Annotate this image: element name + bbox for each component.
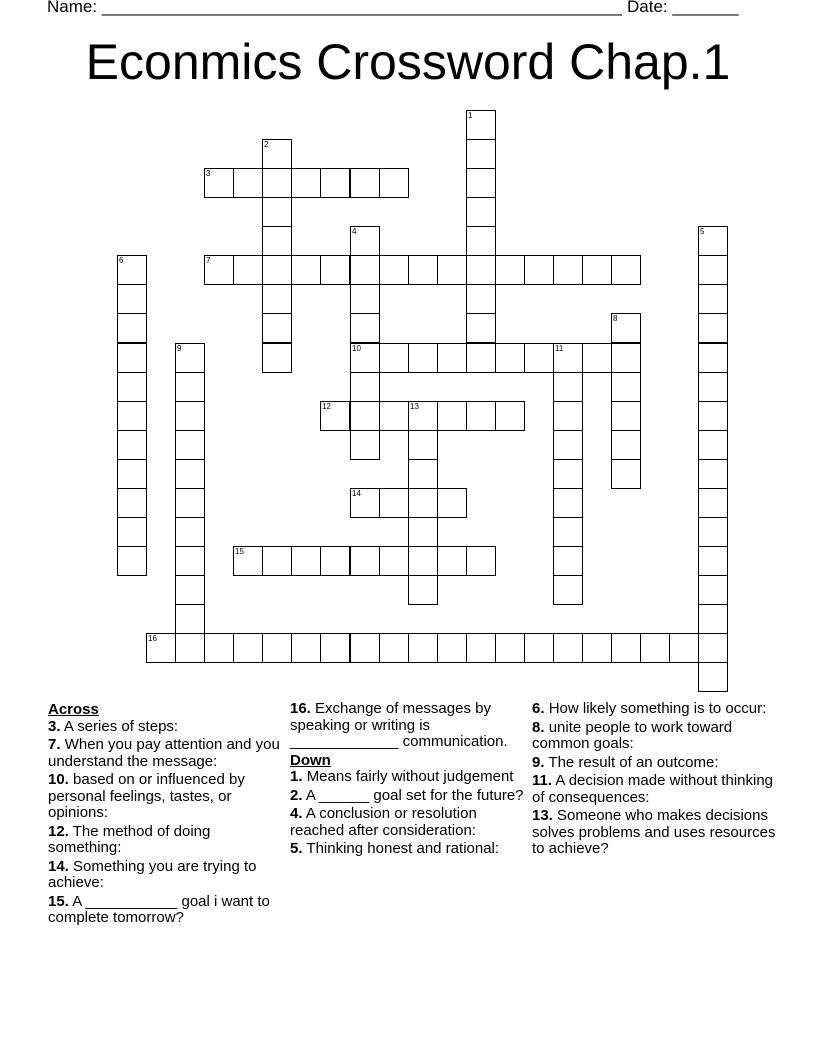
grid-cell[interactable] bbox=[350, 488, 380, 518]
grid-cell[interactable] bbox=[698, 255, 728, 285]
grid-cell[interactable] bbox=[117, 343, 147, 373]
grid-cell[interactable] bbox=[466, 633, 496, 663]
grid-cell[interactable] bbox=[379, 343, 409, 373]
across-clue bbox=[48, 719, 284, 736]
grid-cell[interactable] bbox=[495, 255, 525, 285]
clue-text: How likely something is to occur: bbox=[548, 700, 767, 717]
across-clue bbox=[48, 894, 284, 927]
grid-cell[interactable] bbox=[698, 517, 728, 547]
clue-text: Exchange of messages by speaking or writing is _____________ communication. bbox=[290, 700, 508, 750]
grid-cell[interactable] bbox=[262, 546, 292, 576]
clue-number: 10. bbox=[48, 771, 69, 788]
clues-column-2 bbox=[290, 701, 526, 860]
clue-text: Someone who makes decisions solves problems and uses resources to achieve? bbox=[532, 807, 776, 857]
clue-number: 5. bbox=[290, 840, 303, 857]
grid-cell[interactable] bbox=[553, 372, 583, 402]
grid-cell[interactable] bbox=[669, 633, 699, 663]
grid-cell[interactable] bbox=[466, 110, 496, 140]
grid-cell[interactable] bbox=[466, 197, 496, 227]
cell-number: 12 bbox=[322, 402, 331, 411]
down-clue bbox=[532, 720, 782, 753]
grid-cell[interactable] bbox=[204, 633, 234, 663]
grid-cell[interactable] bbox=[408, 401, 438, 431]
grid-cell[interactable] bbox=[437, 401, 467, 431]
grid-cell[interactable] bbox=[698, 459, 728, 489]
grid-cell[interactable] bbox=[379, 488, 409, 518]
grid-cell[interactable] bbox=[698, 633, 728, 663]
grid-cell[interactable] bbox=[320, 633, 350, 663]
clue-number: 9. bbox=[532, 753, 545, 771]
grid-cell[interactable] bbox=[262, 284, 292, 314]
grid-cell[interactable] bbox=[611, 343, 641, 373]
grid-cell[interactable] bbox=[320, 401, 350, 431]
grid-cell[interactable] bbox=[379, 633, 409, 663]
grid-cell[interactable] bbox=[437, 488, 467, 518]
down-clue bbox=[290, 788, 526, 805]
grid-cell[interactable] bbox=[408, 546, 438, 576]
grid-cell[interactable] bbox=[175, 546, 205, 576]
grid-cell[interactable] bbox=[408, 517, 438, 547]
grid-cell[interactable] bbox=[698, 284, 728, 314]
grid-cell[interactable] bbox=[350, 633, 380, 663]
grid-cell[interactable] bbox=[175, 633, 205, 663]
grid-cell[interactable] bbox=[553, 255, 583, 285]
grid-cell[interactable] bbox=[117, 255, 147, 285]
date-field[interactable]: Date: _______ bbox=[627, 0, 739, 16]
clue-text: A ___________ goal i want to complete tomorrow? bbox=[48, 892, 270, 926]
clue-text: A series of steps: bbox=[63, 717, 179, 735]
grid-cell[interactable] bbox=[408, 255, 438, 285]
grid-cell[interactable] bbox=[408, 430, 438, 460]
cell-number: 8 bbox=[613, 314, 618, 323]
grid-cell[interactable] bbox=[437, 546, 467, 576]
grid-cell[interactable] bbox=[437, 633, 467, 663]
grid-cell[interactable] bbox=[379, 168, 409, 198]
page-title: Econmics Crossword Chap.1 bbox=[85, 34, 731, 90]
grid-cell[interactable] bbox=[466, 313, 496, 343]
grid-cell[interactable] bbox=[262, 255, 292, 285]
grid-cell[interactable] bbox=[175, 430, 205, 460]
grid-cell[interactable] bbox=[233, 255, 263, 285]
grid-cell[interactable] bbox=[698, 546, 728, 576]
grid-cell[interactable] bbox=[466, 255, 496, 285]
clue-text: A ______ goal set for the future? bbox=[305, 786, 524, 804]
grid-cell[interactable] bbox=[698, 226, 728, 256]
grid-cell[interactable] bbox=[204, 168, 234, 198]
grid-cell[interactable] bbox=[262, 139, 292, 169]
grid-cell[interactable] bbox=[698, 662, 728, 692]
grid-cell[interactable] bbox=[117, 372, 147, 402]
clue-number: 15. bbox=[48, 892, 69, 910]
clue-text: When you pay attention and you understand the message: bbox=[48, 736, 280, 770]
grid-cell[interactable] bbox=[262, 168, 292, 198]
clue-text: Means fairly without judgement bbox=[306, 768, 514, 785]
grid-cell[interactable] bbox=[524, 343, 554, 373]
grid-cell[interactable] bbox=[524, 255, 554, 285]
grid-cell[interactable] bbox=[698, 575, 728, 605]
grid-cell[interactable] bbox=[553, 459, 583, 489]
grid-cell[interactable] bbox=[262, 226, 292, 256]
grid-cell[interactable] bbox=[117, 284, 147, 314]
grid-cell[interactable] bbox=[233, 546, 263, 576]
clues-column-1 bbox=[48, 701, 284, 929]
grid-cell[interactable] bbox=[175, 575, 205, 605]
cell-number: 11 bbox=[555, 344, 564, 353]
cell-number: 15 bbox=[235, 547, 244, 556]
grid-cell[interactable] bbox=[408, 488, 438, 518]
grid-cell[interactable] bbox=[350, 313, 380, 343]
cell-number: 10 bbox=[352, 344, 361, 353]
grid-cell[interactable] bbox=[350, 226, 380, 256]
grid-cell[interactable] bbox=[262, 633, 292, 663]
grid-cell[interactable] bbox=[466, 401, 496, 431]
grid-cell[interactable] bbox=[291, 546, 321, 576]
grid-cell[interactable] bbox=[698, 372, 728, 402]
grid-cell[interactable] bbox=[350, 284, 380, 314]
grid-cell[interactable] bbox=[175, 343, 205, 373]
grid-cell[interactable] bbox=[408, 459, 438, 489]
cell-number: 2 bbox=[264, 140, 269, 149]
grid-cell[interactable] bbox=[698, 488, 728, 518]
clue-number: 1. bbox=[290, 768, 303, 785]
grid-cell[interactable] bbox=[611, 430, 641, 460]
grid-cell[interactable] bbox=[466, 226, 496, 256]
down-clue bbox=[532, 773, 782, 806]
grid-cell[interactable] bbox=[466, 139, 496, 169]
clue-text: Something you are trying to achieve: bbox=[48, 857, 257, 891]
down-heading: Down bbox=[290, 751, 331, 769]
grid-cell[interactable] bbox=[698, 401, 728, 431]
grid-cell[interactable] bbox=[117, 546, 147, 576]
clue-number: 14. bbox=[48, 857, 69, 875]
across-clue bbox=[48, 737, 284, 770]
clue-number: 6. bbox=[532, 700, 545, 717]
cell-number: 14 bbox=[352, 489, 361, 498]
clue-number: 3. bbox=[48, 717, 61, 735]
clue-number: 7. bbox=[48, 736, 61, 753]
grid-cell[interactable] bbox=[350, 168, 380, 198]
clue-text: The method of doing something: bbox=[48, 822, 211, 856]
grid-cell[interactable] bbox=[611, 313, 641, 343]
grid-cell[interactable] bbox=[350, 401, 380, 431]
grid-cell[interactable] bbox=[582, 633, 612, 663]
grid-cell[interactable] bbox=[466, 546, 496, 576]
clue-number: 13. bbox=[532, 807, 553, 824]
grid-cell[interactable] bbox=[466, 343, 496, 373]
grid-cell[interactable] bbox=[437, 343, 467, 373]
grid-cell[interactable] bbox=[553, 546, 583, 576]
grid-cell[interactable] bbox=[204, 255, 234, 285]
grid-cell[interactable] bbox=[350, 546, 380, 576]
grid-cell[interactable] bbox=[350, 343, 380, 373]
clue-number: 11. bbox=[532, 772, 553, 789]
grid-cell[interactable] bbox=[466, 168, 496, 198]
grid-cell[interactable] bbox=[611, 633, 641, 663]
grid-cell[interactable] bbox=[117, 517, 147, 547]
grid-cell[interactable] bbox=[350, 372, 380, 402]
grid-cell[interactable] bbox=[611, 459, 641, 489]
clues-column-3 bbox=[532, 701, 782, 860]
grid-cell[interactable] bbox=[320, 168, 350, 198]
grid-cell[interactable] bbox=[611, 372, 641, 402]
name-field[interactable]: Name: _______________________________________________________ bbox=[47, 0, 622, 16]
grid-cell[interactable] bbox=[320, 546, 350, 576]
grid-cell[interactable] bbox=[175, 517, 205, 547]
clue-number: 4. bbox=[290, 805, 303, 822]
grid-cell[interactable] bbox=[466, 284, 496, 314]
grid-cell[interactable] bbox=[233, 633, 263, 663]
cell-number: 4 bbox=[352, 227, 357, 236]
grid-cell[interactable] bbox=[350, 430, 380, 460]
clue-text: A decision made without thinking of consequences: bbox=[532, 772, 774, 806]
clue-text: Thinking honest and rational: bbox=[306, 840, 500, 857]
grid-cell[interactable] bbox=[175, 604, 205, 634]
across-clue bbox=[48, 859, 284, 892]
grid-cell[interactable] bbox=[553, 430, 583, 460]
grid-cell[interactable] bbox=[611, 401, 641, 431]
grid-cell[interactable] bbox=[495, 343, 525, 373]
grid-cell[interactable] bbox=[262, 313, 292, 343]
clue-text: A conclusion or resolution reached after consideration: bbox=[290, 805, 477, 839]
grid-cell[interactable] bbox=[350, 255, 380, 285]
grid-cell[interactable] bbox=[408, 575, 438, 605]
cell-number: 5 bbox=[700, 227, 705, 236]
down-clue bbox=[290, 841, 526, 858]
grid-cell[interactable] bbox=[611, 255, 641, 285]
cell-number: 9 bbox=[177, 344, 182, 353]
grid-cell[interactable] bbox=[379, 546, 409, 576]
grid-cell[interactable] bbox=[379, 255, 409, 285]
clue-number: 12. bbox=[48, 822, 69, 840]
across-clue bbox=[290, 701, 526, 751]
cell-number: 16 bbox=[148, 634, 157, 643]
cell-number: 13 bbox=[410, 402, 419, 411]
grid-cell[interactable] bbox=[582, 343, 612, 373]
clue-text: based on or influenced by personal feelings, tastes, or opinions: bbox=[48, 771, 245, 821]
grid-cell[interactable] bbox=[495, 401, 525, 431]
grid-cell[interactable] bbox=[553, 517, 583, 547]
grid-cell[interactable] bbox=[117, 459, 147, 489]
grid-cell[interactable] bbox=[291, 168, 321, 198]
grid-cell[interactable] bbox=[117, 401, 147, 431]
down-clue bbox=[532, 808, 782, 858]
grid-cell[interactable] bbox=[640, 633, 670, 663]
across-clue bbox=[48, 772, 284, 822]
grid-cell[interactable] bbox=[379, 401, 409, 431]
clue-number: 2. bbox=[290, 786, 303, 804]
grid-cell[interactable] bbox=[495, 633, 525, 663]
grid-cell[interactable] bbox=[117, 488, 147, 518]
grid-cell[interactable] bbox=[146, 633, 176, 663]
grid-cell[interactable] bbox=[408, 633, 438, 663]
clue-text: The result of an outcome: bbox=[548, 753, 719, 771]
grid-cell[interactable] bbox=[582, 255, 612, 285]
grid-cell[interactable] bbox=[117, 430, 147, 460]
grid-cell[interactable] bbox=[698, 343, 728, 373]
across-heading: Across bbox=[48, 701, 99, 718]
grid-cell[interactable] bbox=[175, 459, 205, 489]
grid-cell[interactable] bbox=[698, 313, 728, 343]
grid-cell[interactable] bbox=[175, 401, 205, 431]
grid-cell[interactable] bbox=[553, 488, 583, 518]
grid-cell[interactable] bbox=[291, 633, 321, 663]
grid-cell[interactable] bbox=[320, 255, 350, 285]
grid-cell[interactable] bbox=[175, 372, 205, 402]
grid-cell[interactable] bbox=[553, 575, 583, 605]
grid-cell[interactable] bbox=[437, 255, 467, 285]
down-clue bbox=[532, 755, 782, 772]
grid-cell[interactable] bbox=[117, 313, 147, 343]
grid-cell[interactable] bbox=[553, 401, 583, 431]
down-clue bbox=[532, 701, 782, 718]
grid-cell[interactable] bbox=[698, 430, 728, 460]
grid-cell[interactable] bbox=[408, 343, 438, 373]
across-clue bbox=[48, 824, 284, 857]
clue-number: 8. bbox=[532, 718, 545, 736]
grid-cell[interactable] bbox=[698, 604, 728, 634]
cell-number: 6 bbox=[119, 256, 124, 265]
cell-number: 7 bbox=[206, 256, 211, 265]
down-clue bbox=[290, 806, 526, 839]
grid-cell[interactable] bbox=[291, 255, 321, 285]
grid-cell[interactable] bbox=[262, 197, 292, 227]
grid-cell[interactable] bbox=[553, 343, 583, 373]
grid-cell[interactable] bbox=[553, 633, 583, 663]
clue-number: 16. bbox=[290, 700, 311, 717]
grid-cell[interactable] bbox=[233, 168, 263, 198]
grid-cell[interactable] bbox=[262, 343, 292, 373]
down-clue bbox=[290, 769, 526, 786]
grid-cell[interactable] bbox=[524, 633, 554, 663]
grid-cell[interactable] bbox=[175, 488, 205, 518]
clue-text: unite people to work toward common goals: bbox=[532, 718, 733, 752]
cell-number: 3 bbox=[206, 169, 211, 178]
cell-number: 1 bbox=[468, 111, 473, 120]
